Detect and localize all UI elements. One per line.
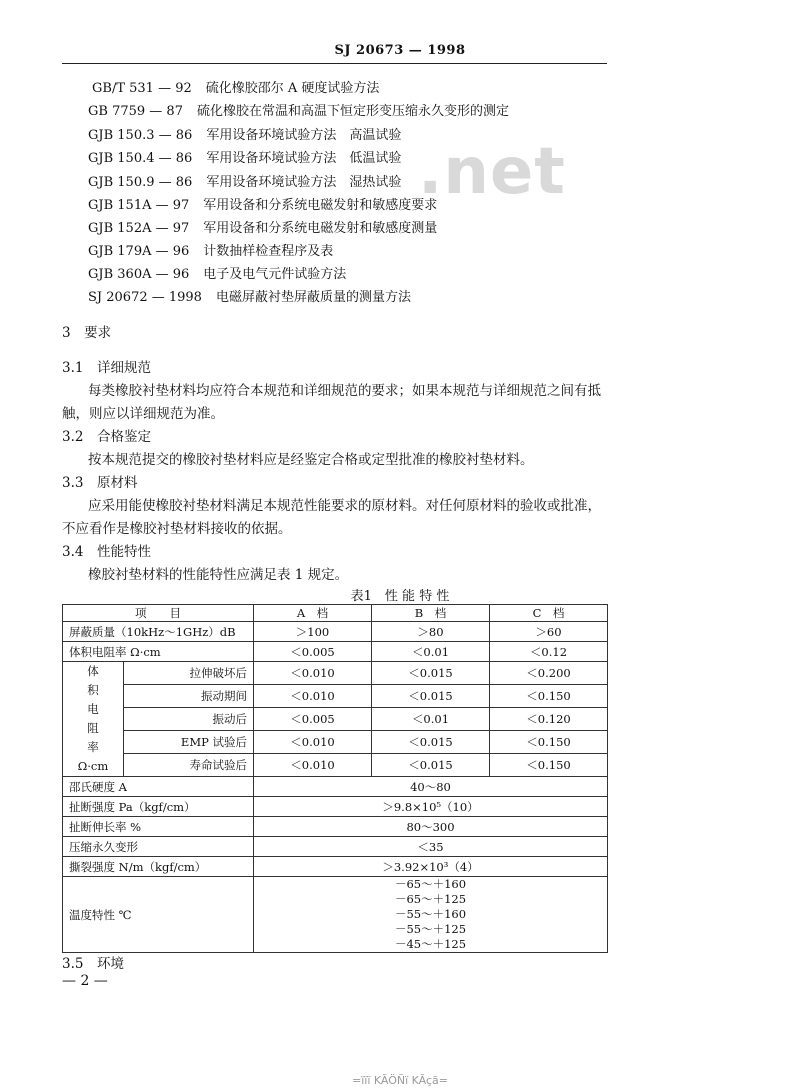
section-heading-3-5: 3.5 环境 <box>62 956 124 972</box>
section-heading-3-3: 3.3 原材料 <box>62 475 138 491</box>
reference-code: GJB 179A — 96 <box>88 244 190 259</box>
cell-a: ＞100 <box>254 622 372 642</box>
group-char: 电 <box>87 702 99 716</box>
table-row <box>63 837 608 857</box>
section-heading-3: 3 要求 <box>62 325 112 341</box>
section-heading-3-2: 3.2 合格鉴定 <box>62 429 151 445</box>
paragraph-line: 触，则应以详细规范为准。 <box>62 406 224 422</box>
reference-code: GJB 151A — 97 <box>88 198 190 213</box>
reference-code: GJB 150.9 — 86 <box>88 175 193 190</box>
cell-merged: 40～80 <box>254 777 608 797</box>
reference-title: 军用设备和分系统电磁发射和敏感度测量 <box>203 221 438 236</box>
temperature-value: －55～＋160 <box>394 907 467 921</box>
watermark: .net <box>418 135 566 209</box>
group-char: 阻 <box>87 721 99 735</box>
table-row <box>63 662 608 685</box>
group-char: 率 <box>87 740 99 754</box>
cell-a: ＜0.010 <box>254 754 372 777</box>
page-header: SJ 20673 — 1998 <box>334 43 466 58</box>
row-label: 扯断强度 Pa（kgf/cm） <box>63 797 254 817</box>
reference-item <box>88 286 411 305</box>
reference-item <box>88 240 333 259</box>
cell-merged: 80～300 <box>254 817 608 837</box>
row-label: 振动期间 <box>124 685 254 708</box>
cell-b: ＞80 <box>372 622 490 642</box>
reference-title: 电子及电气元件试验方法 <box>203 267 347 282</box>
paragraph-line: 橡胶衬垫材料的性能特性应满足表 1 规定。 <box>88 567 349 583</box>
cell-a: ＜0.005 <box>254 708 372 731</box>
header-rule <box>62 63 607 64</box>
row-label: 体积电阻率 Ω·cm <box>63 642 254 662</box>
temperature-value: －65～＋160 <box>394 877 467 891</box>
reference-code: GB/T 531 — 92 <box>92 81 192 96</box>
reference-title: 军用设备环境试验方法 湿热试验 <box>206 175 402 190</box>
temperature-value: －45～＋125 <box>394 937 467 951</box>
table-row <box>63 817 608 837</box>
performance-table <box>62 604 608 953</box>
header-grade-b: B 档 <box>372 605 490 622</box>
reference-item <box>92 77 379 96</box>
reference-item <box>88 100 509 119</box>
cell-merged: ＜35 <box>254 837 608 857</box>
table-row <box>63 685 608 708</box>
group-char: 积 <box>87 683 99 697</box>
table-header-row <box>63 605 608 622</box>
table-row <box>63 797 608 817</box>
reference-title: 硫化橡胶在常温和高温下恒定形变压缩永久变形的测定 <box>196 104 509 119</box>
cell-c: ＜0.150 <box>490 685 608 708</box>
paragraph-line: 按本规范提交的橡胶衬垫材料应是经鉴定合格或定型批准的橡胶衬垫材料。 <box>88 452 534 468</box>
cell-b: ＜0.01 <box>372 708 490 731</box>
cell-merged: ＞9.8×10⁵（10） <box>254 797 608 817</box>
row-label: 屏蔽质量（10kHz～1GHz）dB <box>63 622 254 642</box>
reference-title: 计数抽样检查程序及表 <box>203 244 334 259</box>
cell-b: ＜0.01 <box>372 642 490 662</box>
row-label: 振动后 <box>124 708 254 731</box>
cell-a: ＜0.010 <box>254 731 372 754</box>
cell-merged: ＞3.92×10³（4） <box>254 857 608 877</box>
paragraph-line: 每类橡胶衬垫材料均应符合本规范和详细规范的要求；如果本规范与详细规范之间有抵 <box>88 383 601 399</box>
group-unit: Ω·cm <box>77 759 109 773</box>
cell-b: ＜0.015 <box>372 662 490 685</box>
cell-c: ＜0.150 <box>490 731 608 754</box>
resistivity-group-label <box>63 662 124 777</box>
table-row <box>63 857 608 877</box>
header-grade-c: C 档 <box>490 605 608 622</box>
cell-c: ＜0.12 <box>490 642 608 662</box>
row-label: 压缩永久变形 <box>63 837 254 857</box>
reference-code: GB 7759 — 87 <box>88 104 183 119</box>
paragraph-line: 应采用能使橡胶衬垫材料满足本规范性能要求的原材料。对任何原材料的验收或批准， <box>88 498 601 514</box>
cell-a: ＜0.010 <box>254 662 372 685</box>
cell-c: ＜0.200 <box>490 662 608 685</box>
reference-item <box>88 171 401 190</box>
section-heading-3-4: 3.4 性能特性 <box>62 544 151 560</box>
bottom-mark: =ïïï KÃÖÑï KÃçã= <box>351 1074 449 1087</box>
temperature-value: －55～＋125 <box>394 922 467 936</box>
header-item: 项 目 <box>63 605 254 622</box>
table-row <box>63 642 608 662</box>
table-row <box>63 731 608 754</box>
cell-b: ＜0.015 <box>372 731 490 754</box>
table-row <box>63 708 608 731</box>
reference-item <box>88 124 401 143</box>
temperature-values <box>254 877 608 953</box>
reference-code: GJB 150.4 — 86 <box>88 151 193 166</box>
cell-c: ＜0.150 <box>490 754 608 777</box>
reference-title: 硫化橡胶邵尔 A 硬度试验方法 <box>205 81 380 96</box>
reference-item <box>88 263 346 282</box>
section-heading-3-1: 3.1 详细规范 <box>62 360 151 376</box>
table-row <box>63 777 608 797</box>
row-label: 扯断伸长率 % <box>63 817 254 837</box>
reference-code: GJB 150.3 — 86 <box>88 128 193 143</box>
row-label: 撕裂强度 N/m（kgf/cm） <box>63 857 254 877</box>
cell-c: ＜0.120 <box>490 708 608 731</box>
reference-title: 军用设备环境试验方法 低温试验 <box>206 151 402 166</box>
reference-title: 军用设备环境试验方法 高温试验 <box>206 128 402 143</box>
reference-code: SJ 20672 — 1998 <box>88 290 202 305</box>
table-caption: 表1 性 能 特 性 <box>350 589 450 604</box>
cell-a: ＜0.010 <box>254 685 372 708</box>
row-label: 寿命试验后 <box>124 754 254 777</box>
reference-item <box>88 194 437 213</box>
page-number: — 2 — <box>62 973 108 989</box>
row-label: 拉伸破坏后 <box>124 662 254 685</box>
table-row <box>63 622 608 642</box>
reference-item <box>88 217 437 236</box>
table-row <box>63 754 608 777</box>
cell-b: ＜0.015 <box>372 685 490 708</box>
reference-code: GJB 360A — 96 <box>88 267 190 282</box>
group-char: 体 <box>87 664 99 678</box>
cell-a: ＜0.005 <box>254 642 372 662</box>
cell-c: ＞60 <box>490 622 608 642</box>
row-label: 邵氏硬度 A <box>63 777 254 797</box>
header-grade-a: A 档 <box>254 605 372 622</box>
table-row <box>63 877 608 953</box>
paragraph-line: 不应看作是橡胶衬垫材料接收的依据。 <box>62 521 292 537</box>
reference-title: 电磁屏蔽衬垫屏蔽质量的测量方法 <box>215 290 411 305</box>
temperature-value: －65～＋125 <box>394 892 467 906</box>
row-label: EMP 试验后 <box>124 731 254 754</box>
reference-item <box>88 147 401 166</box>
row-label: 温度特性 ℃ <box>63 877 254 953</box>
reference-code: GJB 152A — 97 <box>88 221 190 236</box>
cell-b: ＜0.015 <box>372 754 490 777</box>
reference-title: 军用设备和分系统电磁发射和敏感度要求 <box>203 198 438 213</box>
